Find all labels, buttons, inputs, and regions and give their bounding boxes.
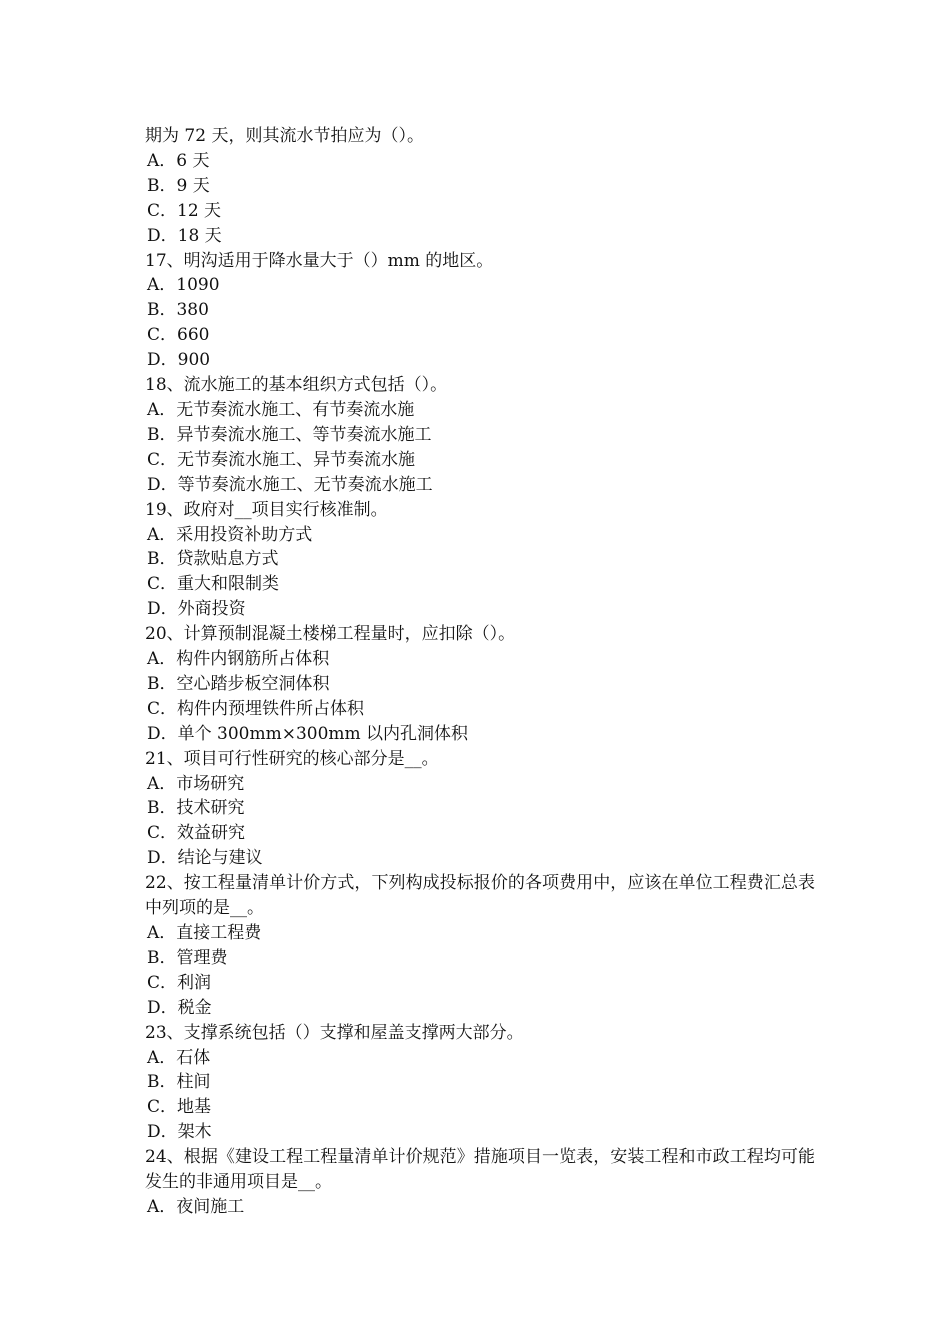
option-a: A．构件内钢筋所占体积 bbox=[147, 649, 330, 670]
option-a: A．采用投资补助方式 bbox=[147, 524, 313, 545]
option-a: A．6 天 bbox=[147, 150, 210, 171]
option-a: A．石体 bbox=[147, 1047, 211, 1068]
option-b: B．管理费 bbox=[147, 947, 228, 968]
option-c: C．无节奏流水施工、异节奏流水施 bbox=[147, 449, 416, 470]
option-d: D．结论与建议 bbox=[147, 848, 263, 869]
option-d: D．等节奏流水施工、无节奏流水施工 bbox=[147, 474, 433, 495]
question-23: 23、支撑系统包括（）支撑和屋盖支撑两大部分。 bbox=[145, 1022, 524, 1043]
question-22: 22、按工程量清单计价方式，下列构成投标报价的各项费用中，应该在单位工程费汇总表中列项的是__。 bbox=[145, 873, 815, 919]
option-b: B．柱间 bbox=[147, 1072, 211, 1093]
option-c: C．构件内预埋铁件所占体积 bbox=[147, 698, 365, 719]
option-b: B．380 bbox=[147, 300, 209, 321]
option-c: C．12 天 bbox=[147, 200, 222, 221]
option-c: C．660 bbox=[147, 325, 210, 346]
option-b: B．技术研究 bbox=[147, 798, 245, 819]
question-text: 期为 72 天，则其流水节拍应为（）。 bbox=[145, 126, 424, 146]
option-a: A．市场研究 bbox=[147, 773, 245, 794]
option-a: A．1090 bbox=[147, 275, 220, 296]
option-c: C．地基 bbox=[147, 1097, 212, 1118]
question-19: 19、政府对__项目实行核准制。 bbox=[145, 499, 388, 520]
option-d: D．架木 bbox=[147, 1122, 212, 1143]
option-c: C．利润 bbox=[147, 972, 212, 993]
option-d: D．外商投资 bbox=[147, 599, 246, 620]
option-c: C．效益研究 bbox=[147, 823, 246, 844]
option-b: B．异节奏流水施工、等节奏流水施工 bbox=[147, 424, 432, 445]
option-c: C．重大和限制类 bbox=[147, 574, 280, 595]
question-21: 21、项目可行性研究的核心部分是__。 bbox=[145, 748, 439, 769]
option-a: A．直接工程费 bbox=[147, 923, 262, 943]
question-24: 24、根据《建设工程工程量清单计价规范》措施项目一览表，安装工程和市政工程均可能发生的非通用项目是__。 bbox=[145, 1147, 815, 1193]
option-b: B．贷款贴息方式 bbox=[147, 549, 279, 570]
option-b: B．空心踏步板空洞体积 bbox=[147, 673, 330, 694]
option-a: A．无节奏流水施工、有节奏流水施 bbox=[147, 399, 415, 420]
option-d: D．18 天 bbox=[147, 225, 222, 246]
document-body bbox=[145, 124, 815, 1220]
question-20: 20、计算预制混凝土楼梯工程量时，应扣除（）。 bbox=[145, 624, 516, 645]
question-17: 17、明沟适用于降水量大于（）mm 的地区。 bbox=[145, 250, 494, 271]
option-b: B．9 天 bbox=[147, 175, 210, 196]
option-a: A．夜间施工 bbox=[147, 1196, 245, 1217]
option-d: D．税金 bbox=[147, 997, 212, 1018]
option-d: D．900 bbox=[147, 350, 211, 371]
question-18: 18、流水施工的基本组织方式包括（）。 bbox=[145, 375, 448, 396]
option-d: D．单个 300mm×300mm 以内孔洞体积 bbox=[147, 723, 469, 744]
